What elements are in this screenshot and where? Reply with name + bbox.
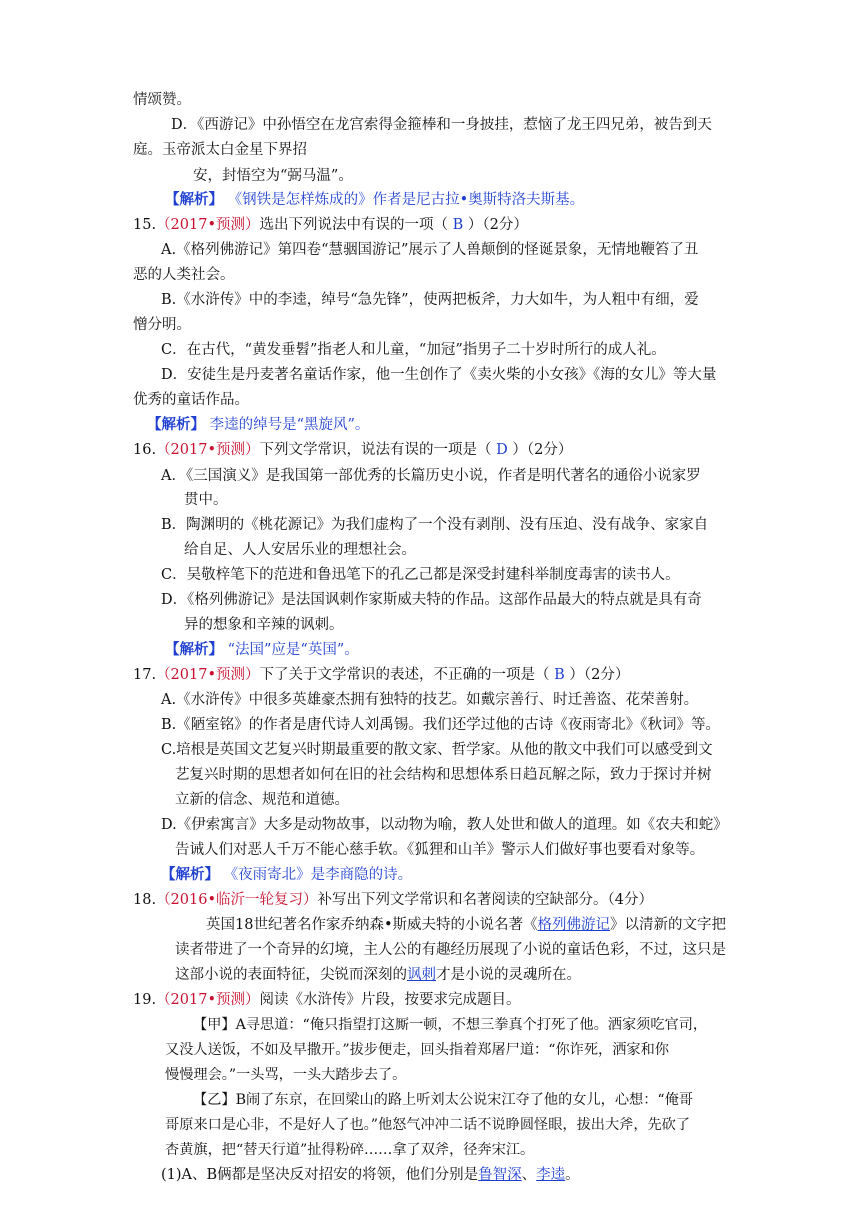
text-run: B.《水浒传》中的李逵，绰号“急先锋”，使两把板斧，力大如牛，为人粗中有细，爱 xyxy=(161,292,699,308)
text-run: 【解析】 xyxy=(161,866,219,883)
text-run: 杏黄旗，把“替天行道”扯得粉碎……拿了双斧，径奔宋江。 xyxy=(165,1142,535,1158)
text-run: 【甲】A寻思道：“俺只指望打这厮一顿，不想三拳真个打死了他。洒家须吃官司， xyxy=(193,1017,708,1033)
text-line xyxy=(147,415,369,435)
text-line xyxy=(161,515,708,535)
text-run: A．《三国演义》是我国第一部优秀的长篇历史小说，作者是明代著名的通俗小说家罗 xyxy=(161,468,701,484)
text-line xyxy=(184,540,416,560)
text-line xyxy=(133,665,629,685)
text-run: 才是小说的灵魂所在。 xyxy=(436,967,581,983)
text-run: B.《陋室铭》的作者是唐代诗人刘禹锡。我们还学过他的古诗《夜雨寄北》《秋词》等。 xyxy=(161,717,721,733)
text-line xyxy=(161,466,701,486)
text-run: 下列文学常识，说法有误的一项是（ xyxy=(259,442,497,458)
text-run: 18. xyxy=(133,892,157,908)
text-run: D xyxy=(496,442,508,458)
text-line xyxy=(133,315,191,335)
text-run: 给自足、人人安居乐业的理想社会。 xyxy=(184,542,416,558)
text-run: (1)A、B俩都是坚决反对招安的将领，他们分别是 xyxy=(161,1167,479,1183)
text-run: ）（2分） xyxy=(463,217,528,233)
text-run: 庭。玉帝派太白金星下界招 xyxy=(133,142,307,158)
text-run: 慢慢理会。”一头骂，一头大踏步去了。 xyxy=(165,1067,407,1083)
text-line xyxy=(165,1115,690,1135)
text-line xyxy=(184,615,344,635)
text-line xyxy=(165,1040,669,1060)
text-run: 艺复兴时期的思想者如何在旧的社会结构和思想体系日趋瓦解之际，致力于探讨并树 xyxy=(175,767,712,783)
text-line xyxy=(161,290,699,310)
text-run: 《钢铁是怎样炼成的》作者是尼古拉•奥斯特洛夫斯基。 xyxy=(223,192,585,208)
text-line xyxy=(161,590,702,610)
text-run: 恶的人类社会。 xyxy=(133,267,235,283)
text-run: A.《格列佛游记》第四卷“慧骃国游记”展示了人兽颠倒的怪诞景象，无情地鞭笞了丑 xyxy=(161,242,699,258)
text-run: 英国18世纪著名作家乔纳森•斯威夫特的小说名著《 xyxy=(206,917,538,933)
text-line xyxy=(133,90,191,110)
text-run: C．在古代，“黄发垂髫”指老人和儿童，“加冠”指男子二十岁时所行的成人礼。 xyxy=(161,342,666,358)
text-run: 》以清新的文字把 xyxy=(610,917,727,933)
text-run: 【解析】 xyxy=(147,416,205,433)
text-line xyxy=(161,240,698,260)
text-run: 哥原来口是心非，不是好人了也。”他怒气冲冲二话不说睁圆怪眼，拔出大斧，先砍了 xyxy=(165,1117,691,1133)
text-run: （2017•预测） xyxy=(156,442,260,458)
text-run: 16. xyxy=(133,442,157,458)
text-run: 选出下列说法中有误的一项（ xyxy=(259,217,453,233)
text-run: ）（2分） xyxy=(564,667,630,683)
text-run: C．吴敬梓笔下的范进和鲁迅笔下的孔乙己都是深受封建科举制度毒害的读书人。 xyxy=(161,567,680,583)
text-line xyxy=(161,565,680,585)
text-run: 格列佛游记 xyxy=(537,917,611,933)
text-line xyxy=(161,365,716,385)
text-line xyxy=(133,265,235,285)
text-run: （2016•临沂一轮复习） xyxy=(156,892,318,908)
text-run: B xyxy=(554,667,565,683)
text-line xyxy=(161,865,412,885)
text-line xyxy=(133,890,653,910)
text-run: 李逵 xyxy=(536,1167,566,1183)
text-line xyxy=(206,915,726,935)
text-run: B xyxy=(452,217,464,233)
text-line xyxy=(193,166,353,186)
text-run: 告诫人们对恶人千万不能心慈手软。《狐狸和山羊》警示人们做好事也要看对象等。 xyxy=(175,842,705,858)
text-run: 【乙】B闹了东京，在回梁山的路上听刘太公说宋江夺了他的女儿，心想：“俺哥 xyxy=(193,1092,694,1108)
text-run: 优秀的童话作品。 xyxy=(133,392,249,408)
text-run: 17. xyxy=(133,667,157,683)
text-run: D．《格列佛游记》是法国讽刺作家斯威夫特的作品。这部作品最大的特点就是具有奇 xyxy=(161,592,702,608)
text-run: ）（2分） xyxy=(507,442,573,458)
text-line xyxy=(175,840,704,860)
text-run: 李逵的绰号是“黑旋风”。 xyxy=(205,417,370,433)
text-run: 【解析】 xyxy=(165,641,223,658)
text-run: 安，封悟空为“弼马温”。 xyxy=(193,168,353,184)
text-run: 又没人送饭，不如及早撒开。”拔步便走，回头指着郑屠尸道：“你诈死，洒家和你 xyxy=(165,1042,669,1058)
text-run: C.培根是英国文艺复兴时期最重要的散文家、哲学家。从他的散文中我们可以感受到文 xyxy=(161,742,713,758)
text-line xyxy=(161,340,666,360)
text-run: D．安徒生是丹麦著名童话作家，他一生创作了《卖火柴的小女孩》《海的女儿》等大量 xyxy=(161,367,717,383)
text-line xyxy=(133,390,249,410)
text-line xyxy=(161,815,728,835)
text-run: 下了关于文学常识的表述，不正确的一项是（ xyxy=(259,667,555,683)
text-run: D.《伊索寓言》大多是动物故事，以动物为喻，教人处世和做人的道理。如《农夫和蛇》 xyxy=(161,817,728,833)
text-run: （2017•预测） xyxy=(156,992,260,1008)
text-run: B．陶渊明的《桃花源记》为我们虚构了一个没有剥削、没有压迫、没有战争、家家自 xyxy=(161,517,709,533)
text-run: 读者带进了一个奇异的幻境，主人公的有趣经历展现了小说的童话色彩，不过，这只是 xyxy=(175,942,726,958)
text-line xyxy=(133,990,521,1010)
text-run: 憎分明。 xyxy=(133,317,191,333)
text-run: 19. xyxy=(133,992,157,1008)
text-run: 情颂赞。 xyxy=(133,92,191,108)
text-run: 这部小说的表面特征，尖锐而深刻的 xyxy=(175,967,407,983)
text-line xyxy=(133,215,528,235)
text-run: 、 xyxy=(521,1167,537,1183)
text-run: 鲁智深 xyxy=(478,1167,522,1183)
text-run: A.《水浒传》中很多英雄豪杰拥有独特的技艺。如戴宗善行、时迁善盗、花荣善射。 xyxy=(161,692,699,708)
text-run: 立新的信念、规范和道德。 xyxy=(175,792,349,808)
text-line xyxy=(161,690,698,710)
text-line xyxy=(161,715,720,735)
text-line xyxy=(161,740,713,760)
text-run: 。 xyxy=(565,1167,580,1183)
text-line xyxy=(193,1090,693,1110)
text-line xyxy=(165,1140,534,1160)
text-line xyxy=(133,440,572,460)
text-run: 贯中。 xyxy=(184,492,228,508)
text-line xyxy=(171,115,712,135)
text-run: 补写出下列文学常识和名著阅读的空缺部分。（4分） xyxy=(317,892,654,908)
text-run: D．《西游记》中孙悟空在龙宫索得金箍棒和一身披挂，惹恼了龙王四兄弟，被告到天 xyxy=(171,117,712,133)
text-run: 异的想象和辛辣的讽刺。 xyxy=(184,617,344,633)
text-line xyxy=(175,790,349,810)
text-run: （2017•预测） xyxy=(156,217,260,233)
text-line xyxy=(184,490,228,510)
text-run: “法国”应是“英国”。 xyxy=(223,642,359,658)
text-run: 【解析】 xyxy=(165,191,223,208)
text-line xyxy=(175,965,581,985)
text-run: 讽刺 xyxy=(407,967,436,983)
text-line xyxy=(165,1065,406,1085)
text-line xyxy=(175,940,726,960)
text-line xyxy=(161,1165,580,1185)
text-run: 阅读《水浒传》片段，按要求完成题目。 xyxy=(259,992,521,1008)
text-run: 《夜雨寄北》是李商隐的诗。 xyxy=(219,867,413,883)
text-run: 15. xyxy=(133,217,157,233)
text-line xyxy=(165,640,359,660)
text-run: （2017•预测） xyxy=(156,667,260,683)
text-line xyxy=(165,190,584,210)
text-line xyxy=(193,1015,707,1035)
text-line xyxy=(133,140,307,160)
text-line xyxy=(175,765,712,785)
